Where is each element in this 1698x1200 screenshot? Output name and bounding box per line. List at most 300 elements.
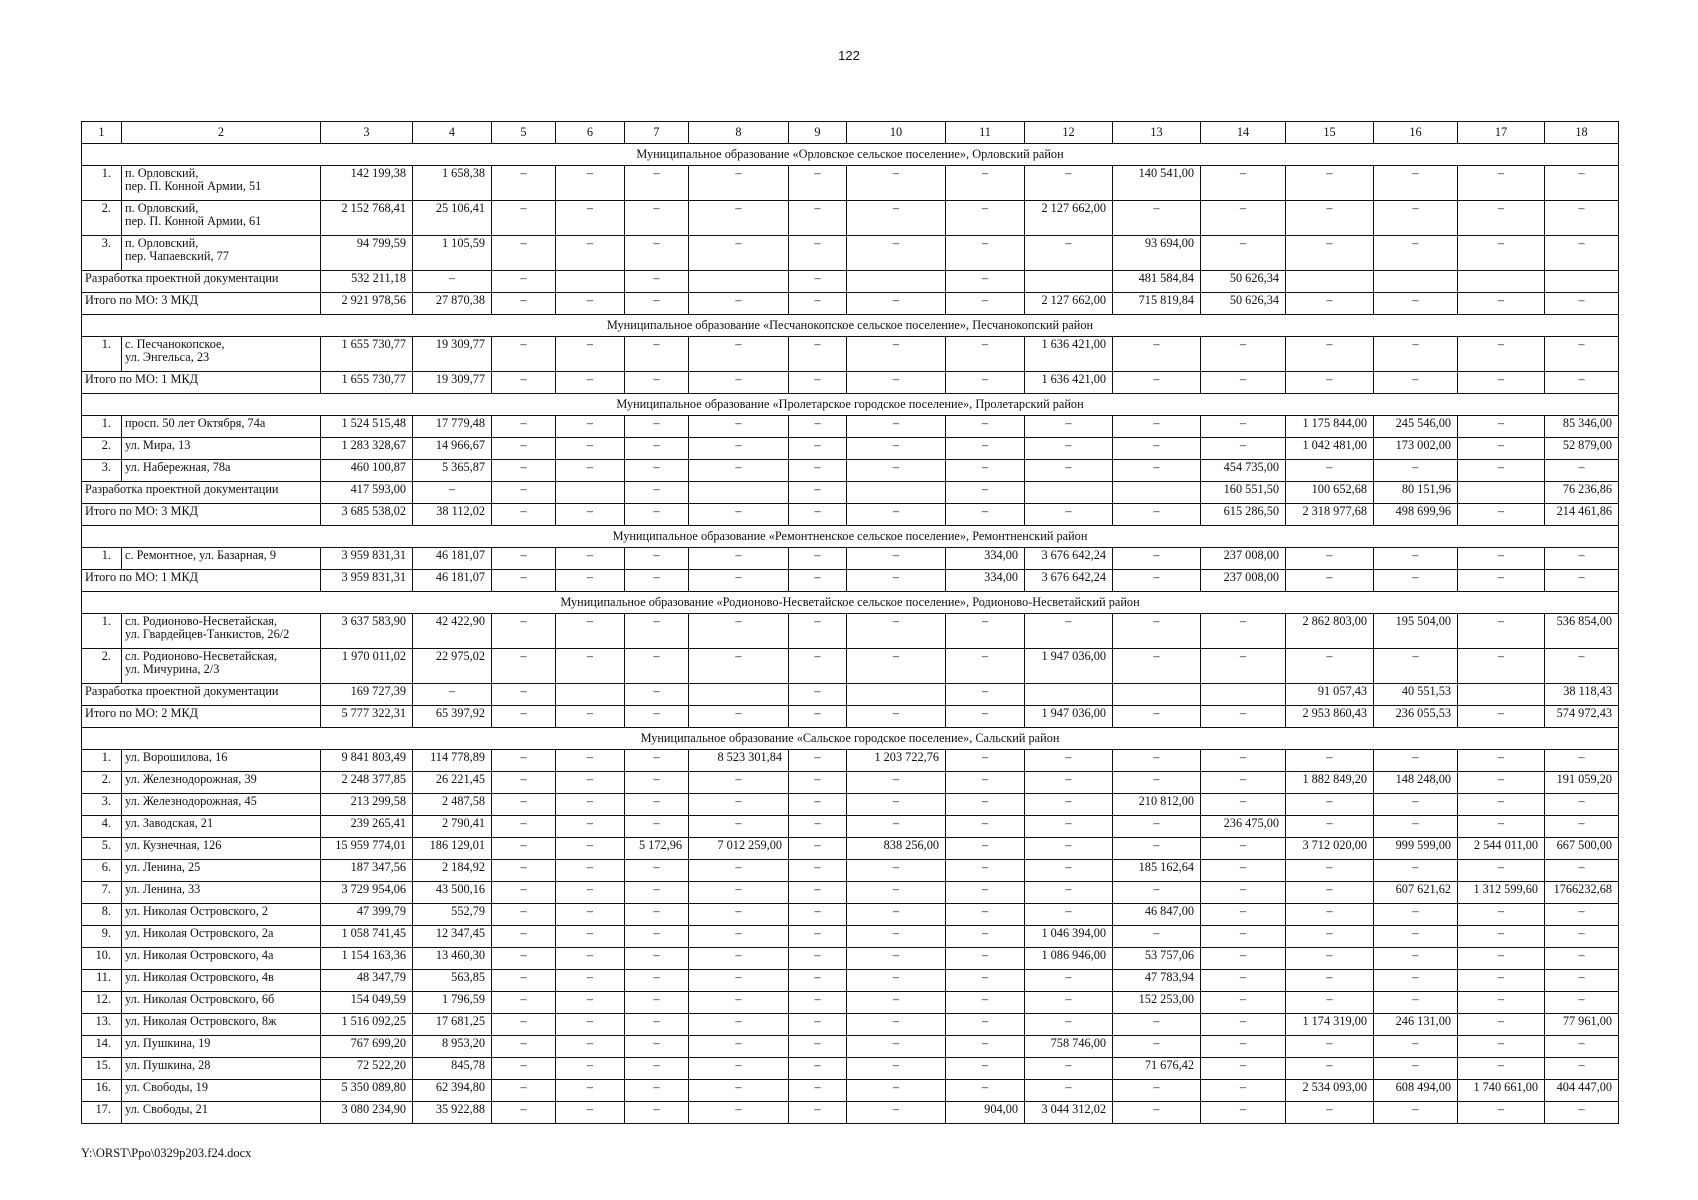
value-cell: 1 046 394,00 bbox=[1025, 926, 1113, 948]
value-cell: – bbox=[847, 293, 946, 315]
table-row bbox=[82, 750, 1619, 772]
value-cell: 213 299,58 bbox=[321, 794, 413, 816]
value-cell: – bbox=[1545, 166, 1619, 201]
value-cell: 532 211,18 bbox=[321, 271, 413, 293]
value-cell: – bbox=[1374, 201, 1458, 236]
value-cell: – bbox=[1286, 372, 1374, 394]
value-cell: – bbox=[789, 201, 847, 236]
value-cell: 5 365,87 bbox=[413, 460, 492, 482]
value-cell: – bbox=[1025, 904, 1113, 926]
table-row bbox=[82, 614, 1619, 649]
section-title: Муниципальное образование «Сальское городское поселение», Сальский район bbox=[82, 728, 1619, 750]
value-cell: – bbox=[789, 614, 847, 649]
value-cell: 1 947 036,00 bbox=[1025, 649, 1113, 684]
value-cell: – bbox=[1113, 1036, 1201, 1058]
row-number: 2. bbox=[82, 772, 122, 794]
value-cell: – bbox=[492, 684, 556, 706]
value-cell: – bbox=[1374, 1036, 1458, 1058]
value-cell: – bbox=[625, 570, 689, 592]
value-cell: – bbox=[847, 706, 946, 728]
table-row bbox=[82, 201, 1619, 236]
value-cell: – bbox=[1458, 794, 1545, 816]
value-cell: – bbox=[556, 992, 625, 1014]
value-cell: – bbox=[413, 684, 492, 706]
value-cell: – bbox=[1374, 166, 1458, 201]
value-cell: – bbox=[789, 1036, 847, 1058]
value-cell: – bbox=[1458, 992, 1545, 1014]
value-cell: 94 799,59 bbox=[321, 236, 413, 271]
section-title: Муниципальное образование «Пролетарское городское поселение», Пролетарский район bbox=[82, 394, 1619, 416]
value-cell: 767 699,20 bbox=[321, 1036, 413, 1058]
value-cell: – bbox=[1374, 816, 1458, 838]
value-cell: – bbox=[1374, 649, 1458, 684]
value-cell: – bbox=[492, 1036, 556, 1058]
value-cell: – bbox=[1374, 236, 1458, 271]
header-cell: 8 bbox=[689, 122, 789, 144]
value-cell: – bbox=[689, 948, 789, 970]
value-cell: 1 655 730,77 bbox=[321, 337, 413, 372]
value-cell bbox=[1458, 684, 1545, 706]
value-cell: – bbox=[1113, 816, 1201, 838]
value-cell: 169 727,39 bbox=[321, 684, 413, 706]
value-cell: 2 544 011,00 bbox=[1458, 838, 1545, 860]
value-cell: 22 975,02 bbox=[413, 649, 492, 684]
value-cell: 1 283 328,67 bbox=[321, 438, 413, 460]
value-cell: – bbox=[1286, 649, 1374, 684]
value-cell: – bbox=[689, 649, 789, 684]
value-cell: – bbox=[1286, 1058, 1374, 1080]
header-cell: 11 bbox=[946, 122, 1025, 144]
value-cell: – bbox=[1025, 794, 1113, 816]
value-cell: 185 162,64 bbox=[1113, 860, 1201, 882]
value-cell: – bbox=[847, 548, 946, 570]
value-cell: – bbox=[492, 816, 556, 838]
value-cell: 498 699,96 bbox=[1374, 504, 1458, 526]
value-cell: 25 106,41 bbox=[413, 201, 492, 236]
value-cell: – bbox=[556, 548, 625, 570]
value-cell: 536 854,00 bbox=[1545, 614, 1619, 649]
value-cell: – bbox=[847, 372, 946, 394]
value-cell: 1766232,68 bbox=[1545, 882, 1619, 904]
table-row bbox=[82, 460, 1619, 482]
value-cell: – bbox=[492, 706, 556, 728]
value-cell: – bbox=[847, 649, 946, 684]
table-row bbox=[82, 548, 1619, 570]
value-cell: 417 593,00 bbox=[321, 482, 413, 504]
value-cell: – bbox=[1374, 460, 1458, 482]
value-cell: – bbox=[1113, 548, 1201, 570]
value-cell: 19 309,77 bbox=[413, 337, 492, 372]
value-cell: – bbox=[492, 438, 556, 460]
value-cell: – bbox=[556, 372, 625, 394]
value-cell: – bbox=[1374, 548, 1458, 570]
header-cell: 12 bbox=[1025, 122, 1113, 144]
value-cell: 1 970 011,02 bbox=[321, 649, 413, 684]
value-cell: – bbox=[1458, 438, 1545, 460]
value-cell: 1 882 849,20 bbox=[1286, 772, 1374, 794]
address-cell: ул. Железнодорожная, 39 bbox=[122, 772, 321, 794]
value-cell: – bbox=[847, 1058, 946, 1080]
value-cell: – bbox=[1025, 438, 1113, 460]
value-cell: – bbox=[946, 1080, 1025, 1102]
row-number: 1. bbox=[82, 166, 122, 201]
value-cell: – bbox=[1374, 926, 1458, 948]
value-cell: – bbox=[1025, 460, 1113, 482]
value-cell: – bbox=[1374, 948, 1458, 970]
value-cell: 667 500,00 bbox=[1545, 838, 1619, 860]
value-cell: – bbox=[1458, 201, 1545, 236]
value-cell bbox=[1025, 684, 1113, 706]
address-cell: ул. Свободы, 19 bbox=[122, 1080, 321, 1102]
value-cell: – bbox=[492, 614, 556, 649]
value-cell: – bbox=[1113, 614, 1201, 649]
value-cell: – bbox=[625, 882, 689, 904]
value-cell: – bbox=[556, 337, 625, 372]
value-cell: – bbox=[492, 860, 556, 882]
value-cell: – bbox=[492, 570, 556, 592]
value-cell: 160 551,50 bbox=[1201, 482, 1286, 504]
value-cell bbox=[1545, 271, 1619, 293]
value-cell: – bbox=[1374, 1102, 1458, 1124]
section-title-row bbox=[82, 394, 1619, 416]
value-cell: – bbox=[556, 772, 625, 794]
value-cell: – bbox=[789, 838, 847, 860]
value-cell: – bbox=[946, 1058, 1025, 1080]
table-row bbox=[82, 970, 1619, 992]
value-cell: 2 790,41 bbox=[413, 816, 492, 838]
value-cell: 77 961,00 bbox=[1545, 1014, 1619, 1036]
value-cell: – bbox=[492, 372, 556, 394]
table-row bbox=[82, 904, 1619, 926]
header-cell: 4 bbox=[413, 122, 492, 144]
value-cell: 334,00 bbox=[946, 570, 1025, 592]
value-cell: 2 184,92 bbox=[413, 860, 492, 882]
value-cell: 50 626,34 bbox=[1201, 271, 1286, 293]
value-cell: 100 652,68 bbox=[1286, 482, 1374, 504]
value-cell: – bbox=[1201, 166, 1286, 201]
value-cell: 454 735,00 bbox=[1201, 460, 1286, 482]
value-cell: – bbox=[1201, 614, 1286, 649]
value-cell: – bbox=[625, 684, 689, 706]
table-row bbox=[82, 1058, 1619, 1080]
value-cell: – bbox=[689, 416, 789, 438]
value-cell: – bbox=[789, 271, 847, 293]
row-number: 11. bbox=[82, 970, 122, 992]
value-cell: 93 694,00 bbox=[1113, 236, 1201, 271]
header-cell: 9 bbox=[789, 122, 847, 144]
value-cell: – bbox=[556, 614, 625, 649]
value-cell: – bbox=[689, 816, 789, 838]
value-cell bbox=[556, 271, 625, 293]
table-row bbox=[82, 416, 1619, 438]
section-title: Муниципальное образование «Орловское сельское поселение», Орловский район bbox=[82, 144, 1619, 166]
value-cell: 239 265,41 bbox=[321, 816, 413, 838]
value-cell: – bbox=[1286, 794, 1374, 816]
value-cell: 46 181,07 bbox=[413, 570, 492, 592]
value-cell bbox=[1025, 482, 1113, 504]
section-title: Муниципальное образование «Песчанокопское сельское поселение», Песчанокопский район bbox=[82, 315, 1619, 337]
row-number: 3. bbox=[82, 460, 122, 482]
value-cell: – bbox=[1286, 970, 1374, 992]
value-cell: 237 008,00 bbox=[1201, 570, 1286, 592]
row-number: 1. bbox=[82, 750, 122, 772]
value-cell: – bbox=[946, 684, 1025, 706]
summary-row bbox=[82, 271, 1619, 293]
value-cell: 72 522,20 bbox=[321, 1058, 413, 1080]
value-cell: – bbox=[789, 236, 847, 271]
value-cell: – bbox=[1545, 750, 1619, 772]
value-cell: – bbox=[946, 882, 1025, 904]
value-cell: – bbox=[789, 337, 847, 372]
value-cell: 38 118,43 bbox=[1545, 684, 1619, 706]
value-cell: – bbox=[492, 948, 556, 970]
value-cell bbox=[847, 271, 946, 293]
value-cell: 214 461,86 bbox=[1545, 504, 1619, 526]
value-cell: – bbox=[1374, 372, 1458, 394]
value-cell: 1 174 319,00 bbox=[1286, 1014, 1374, 1036]
value-cell: – bbox=[625, 416, 689, 438]
value-cell: 1 516 092,25 bbox=[321, 1014, 413, 1036]
value-cell: – bbox=[946, 750, 1025, 772]
value-cell: – bbox=[946, 970, 1025, 992]
value-cell: – bbox=[1374, 293, 1458, 315]
summary-row bbox=[82, 372, 1619, 394]
section-title-row bbox=[82, 144, 1619, 166]
header-cell: 10 bbox=[847, 122, 946, 144]
value-cell: – bbox=[689, 1014, 789, 1036]
value-cell: – bbox=[492, 750, 556, 772]
section-title-row bbox=[82, 315, 1619, 337]
value-cell: 9 841 803,49 bbox=[321, 750, 413, 772]
value-cell: 1 636 421,00 bbox=[1025, 372, 1113, 394]
value-cell: 142 199,38 bbox=[321, 166, 413, 201]
value-cell: – bbox=[1025, 838, 1113, 860]
value-cell: – bbox=[625, 816, 689, 838]
value-cell: 3 685 538,02 bbox=[321, 504, 413, 526]
row-number: 8. bbox=[82, 904, 122, 926]
value-cell: 27 870,38 bbox=[413, 293, 492, 315]
summary-label: Итого по МО: 2 МКД bbox=[82, 706, 321, 728]
value-cell: 615 286,50 bbox=[1201, 504, 1286, 526]
value-cell: – bbox=[1286, 293, 1374, 315]
value-cell: – bbox=[556, 816, 625, 838]
value-cell: 715 819,84 bbox=[1113, 293, 1201, 315]
value-cell: – bbox=[689, 1058, 789, 1080]
value-cell: – bbox=[1286, 1036, 1374, 1058]
value-cell: – bbox=[847, 416, 946, 438]
value-cell: – bbox=[789, 460, 847, 482]
value-cell: – bbox=[625, 236, 689, 271]
value-cell: – bbox=[1545, 649, 1619, 684]
value-cell: – bbox=[789, 166, 847, 201]
page-number: 122 bbox=[838, 48, 860, 63]
table-row bbox=[82, 1036, 1619, 1058]
value-cell: – bbox=[556, 706, 625, 728]
header-cell: 2 bbox=[122, 122, 321, 144]
row-number: 4. bbox=[82, 816, 122, 838]
table-row bbox=[82, 816, 1619, 838]
value-cell bbox=[1113, 684, 1201, 706]
value-cell: – bbox=[789, 816, 847, 838]
value-cell: – bbox=[689, 504, 789, 526]
value-cell: – bbox=[492, 794, 556, 816]
value-cell: – bbox=[689, 201, 789, 236]
address-cell: ул. Кузнечная, 126 bbox=[122, 838, 321, 860]
value-cell: – bbox=[492, 970, 556, 992]
value-cell: 186 129,01 bbox=[413, 838, 492, 860]
value-cell: 1 105,59 bbox=[413, 236, 492, 271]
value-cell: – bbox=[1113, 438, 1201, 460]
value-cell: – bbox=[1201, 904, 1286, 926]
value-cell: – bbox=[1458, 649, 1545, 684]
value-cell: – bbox=[946, 271, 1025, 293]
value-cell: – bbox=[789, 970, 847, 992]
value-cell bbox=[1113, 482, 1201, 504]
value-cell: – bbox=[689, 548, 789, 570]
header-cell: 13 bbox=[1113, 122, 1201, 144]
row-number: 12. bbox=[82, 992, 122, 1014]
value-cell: – bbox=[1113, 1102, 1201, 1124]
value-cell: – bbox=[847, 570, 946, 592]
value-cell: – bbox=[946, 460, 1025, 482]
value-cell: – bbox=[946, 992, 1025, 1014]
value-cell: – bbox=[556, 970, 625, 992]
value-cell: – bbox=[946, 772, 1025, 794]
value-cell: – bbox=[689, 860, 789, 882]
value-cell: 210 812,00 bbox=[1113, 794, 1201, 816]
value-cell: 845,78 bbox=[413, 1058, 492, 1080]
address-cell: ул. Железнодорожная, 45 bbox=[122, 794, 321, 816]
value-cell: 607 621,62 bbox=[1374, 882, 1458, 904]
value-cell: – bbox=[1286, 992, 1374, 1014]
value-cell: – bbox=[1545, 794, 1619, 816]
value-cell: 3 080 234,90 bbox=[321, 1102, 413, 1124]
row-number: 2. bbox=[82, 649, 122, 684]
value-cell: – bbox=[1374, 570, 1458, 592]
value-cell: – bbox=[1458, 293, 1545, 315]
row-number: 9. bbox=[82, 926, 122, 948]
value-cell: 173 002,00 bbox=[1374, 438, 1458, 460]
value-cell: – bbox=[946, 614, 1025, 649]
value-cell: – bbox=[847, 614, 946, 649]
value-cell: – bbox=[625, 860, 689, 882]
table-row bbox=[82, 1102, 1619, 1124]
value-cell: 50 626,34 bbox=[1201, 293, 1286, 315]
value-cell: – bbox=[1201, 838, 1286, 860]
value-cell: 838 256,00 bbox=[847, 838, 946, 860]
summary-row bbox=[82, 570, 1619, 592]
value-cell: – bbox=[689, 1036, 789, 1058]
value-cell: – bbox=[1458, 1036, 1545, 1058]
value-cell: 3 676 642,24 bbox=[1025, 570, 1113, 592]
value-cell: – bbox=[946, 166, 1025, 201]
table-row bbox=[82, 948, 1619, 970]
value-cell: – bbox=[1374, 992, 1458, 1014]
value-cell: – bbox=[847, 794, 946, 816]
value-cell: – bbox=[1458, 816, 1545, 838]
address-cell: ул. Николая Островского, 2 bbox=[122, 904, 321, 926]
row-number: 14. bbox=[82, 1036, 122, 1058]
value-cell: – bbox=[847, 970, 946, 992]
value-cell bbox=[689, 271, 789, 293]
value-cell: 53 757,06 bbox=[1113, 948, 1201, 970]
address-cell: п. Орловский, пер. П. Конной Армии, 51 bbox=[122, 166, 321, 201]
value-cell: – bbox=[556, 416, 625, 438]
value-cell: – bbox=[946, 926, 1025, 948]
value-cell: – bbox=[1286, 904, 1374, 926]
value-cell: – bbox=[492, 838, 556, 860]
value-cell: – bbox=[492, 926, 556, 948]
value-cell: 85 346,00 bbox=[1545, 416, 1619, 438]
header-cell: 14 bbox=[1201, 122, 1286, 144]
value-cell: 904,00 bbox=[946, 1102, 1025, 1124]
value-cell: – bbox=[847, 1102, 946, 1124]
value-cell: – bbox=[689, 236, 789, 271]
value-cell: – bbox=[1458, 460, 1545, 482]
value-cell: – bbox=[1113, 337, 1201, 372]
value-cell: – bbox=[847, 816, 946, 838]
value-cell bbox=[689, 482, 789, 504]
value-cell: – bbox=[1201, 1102, 1286, 1124]
value-cell: – bbox=[946, 482, 1025, 504]
value-cell: – bbox=[413, 271, 492, 293]
value-cell: – bbox=[1025, 504, 1113, 526]
value-cell: – bbox=[1374, 904, 1458, 926]
value-cell: – bbox=[1201, 1036, 1286, 1058]
value-cell: 12 347,45 bbox=[413, 926, 492, 948]
row-number: 5. bbox=[82, 838, 122, 860]
value-cell: – bbox=[1458, 337, 1545, 372]
value-cell: 5 350 089,80 bbox=[321, 1080, 413, 1102]
value-cell: – bbox=[625, 293, 689, 315]
value-cell: 47 783,94 bbox=[1113, 970, 1201, 992]
value-cell: – bbox=[1025, 1058, 1113, 1080]
value-cell: – bbox=[1458, 948, 1545, 970]
value-cell: – bbox=[625, 1058, 689, 1080]
value-cell: – bbox=[847, 772, 946, 794]
value-cell: – bbox=[1458, 504, 1545, 526]
address-cell: с. Песчанокопское, ул. Энгельса, 23 bbox=[122, 337, 321, 372]
value-cell: – bbox=[1458, 1014, 1545, 1036]
value-cell: – bbox=[556, 1036, 625, 1058]
value-cell bbox=[556, 482, 625, 504]
value-cell: – bbox=[1113, 706, 1201, 728]
value-cell: – bbox=[1458, 548, 1545, 570]
address-cell: с. Ремонтное, ул. Базарная, 9 bbox=[122, 548, 321, 570]
value-cell: – bbox=[492, 772, 556, 794]
value-cell: 236 475,00 bbox=[1201, 816, 1286, 838]
value-cell: 13 460,30 bbox=[413, 948, 492, 970]
value-cell: 1 655 730,77 bbox=[321, 372, 413, 394]
summary-row bbox=[82, 293, 1619, 315]
value-cell: – bbox=[1545, 992, 1619, 1014]
value-cell bbox=[556, 684, 625, 706]
value-cell: – bbox=[1545, 1102, 1619, 1124]
value-cell: – bbox=[625, 337, 689, 372]
value-cell: – bbox=[1374, 750, 1458, 772]
value-cell: – bbox=[1458, 970, 1545, 992]
value-cell: – bbox=[1286, 337, 1374, 372]
value-cell: – bbox=[625, 926, 689, 948]
value-cell: – bbox=[1458, 1058, 1545, 1080]
value-cell: – bbox=[1286, 750, 1374, 772]
value-cell: 3 729 954,06 bbox=[321, 882, 413, 904]
value-cell: – bbox=[1201, 860, 1286, 882]
value-cell: – bbox=[1545, 372, 1619, 394]
value-cell: – bbox=[556, 948, 625, 970]
value-cell: – bbox=[689, 570, 789, 592]
value-cell: – bbox=[556, 1102, 625, 1124]
